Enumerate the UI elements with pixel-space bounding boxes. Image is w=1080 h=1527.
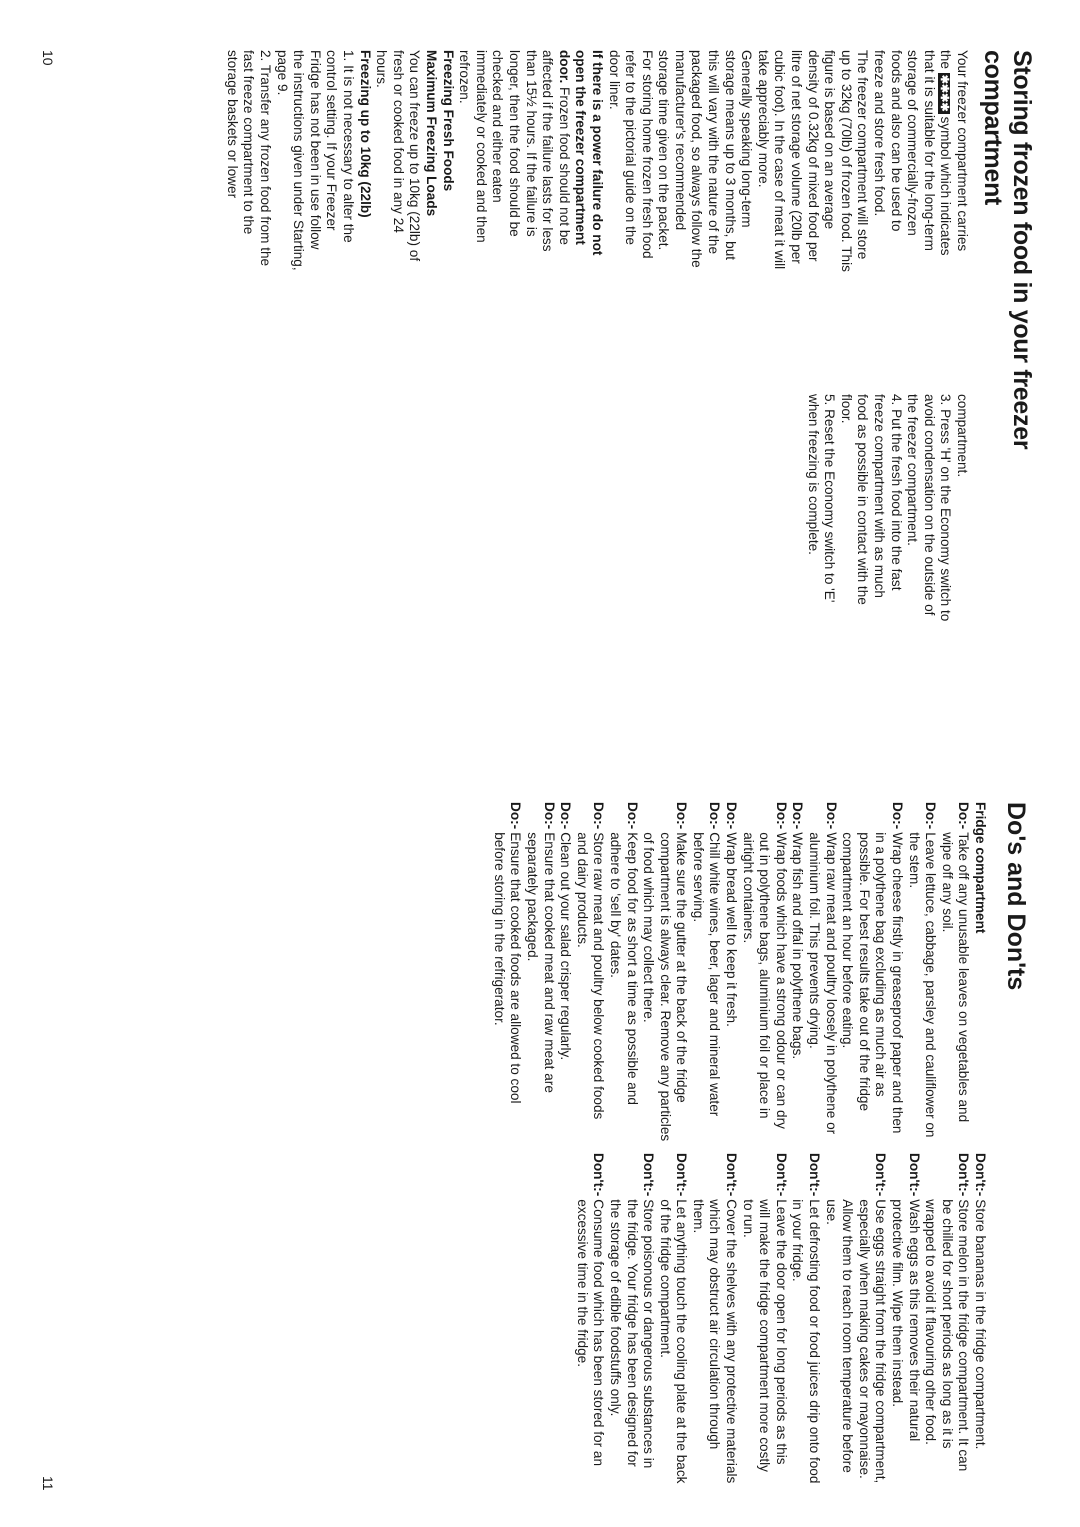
page-number-right: 11	[40, 1476, 56, 1491]
dos-item	[938, 802, 971, 1142]
dos-item	[606, 802, 639, 1142]
step-4: 4. Put the fresh food into the fast freeze compartment with as much food as possible in contact with the floor.	[838, 394, 904, 605]
dos-text: Keep food for as short a time as possible and adhere to 'sell by' dates.	[607, 832, 640, 1105]
donts-column	[573, 1153, 988, 1487]
step-2-continued: compartment.	[955, 394, 970, 478]
dos-text: Clean out your salad crisper regularly.	[558, 832, 574, 1061]
donts-text: Store bananas in the fridge compartment.	[973, 1199, 988, 1450]
left-column-1	[223, 50, 970, 272]
dos-key: Do:-	[823, 802, 839, 830]
dos-key: Do:-	[773, 802, 789, 830]
donts-key: Don't:-	[641, 1153, 657, 1197]
dos-text: Make sure the gutter at the back of the fridge compartment is always clear. Remove any particles of food which may collect there.	[641, 832, 690, 1142]
dos-key: Do:-	[674, 802, 690, 830]
dos-text: Ensure that cooked foods are allowed to cool before storing in the refrigerator.	[491, 832, 524, 1104]
donts-item	[739, 1153, 789, 1487]
dos-key: Do:-	[724, 802, 740, 830]
dos-text: Store raw meat and poultry below cooked foods and dairy products.	[574, 832, 607, 1120]
donts-item	[971, 1153, 988, 1487]
left-column-2	[804, 394, 970, 626]
donts-text: Cover the shelves with any protective materials which may obstruct air circulation through them.	[690, 1199, 740, 1484]
dos-item	[640, 802, 690, 1142]
dos-text: Wrap fish and offal in polythene bags.	[790, 832, 806, 1060]
power-failure-paragraph	[456, 50, 605, 272]
dos-key: Do:-	[923, 802, 939, 830]
fridge-compartment-heading: Fridge compartment	[973, 802, 988, 934]
dos-column	[490, 802, 988, 1142]
dos-item	[490, 802, 523, 1142]
max-loads-text: You can freeze up to 10kg (22lb) of fresh or cooked food in any 24 hours.	[374, 50, 423, 262]
dos-item	[689, 802, 722, 1142]
donts-text: Let defrosting food or food juices drip onto food in your fridge.	[790, 1199, 823, 1484]
donts-key: Don't:-	[973, 1153, 988, 1197]
donts-item	[656, 1153, 689, 1487]
dos-item	[573, 802, 606, 1142]
dos-key: Do:-	[558, 802, 574, 830]
donts-item	[689, 1153, 739, 1487]
dos-text: Wrap raw meat and poultry loosely in polythene or aluminium foil. This prevents drying.	[807, 832, 839, 1135]
dos-key: Do:-	[790, 802, 806, 830]
donts-key: Don't:-	[724, 1153, 740, 1197]
donts-text: Consume food which has been stored for an excessive time in the fridge.	[574, 1199, 607, 1467]
donts-text: Leave the door open for long periods as this will make the fridge compartment more costly to run.	[740, 1199, 789, 1472]
donts-item	[606, 1153, 656, 1487]
donts-list	[573, 1153, 988, 1487]
heading-max-loads: Maximum Freezing Loads	[424, 50, 439, 217]
donts-key: Don't:-	[674, 1153, 690, 1197]
heading-freezing-10kg: Freezing up to 10kg (22lb)	[357, 50, 373, 218]
intro-text: symbol which indicates that it is suitable for the long-term storage of commercially-frozen foods and also can be used to freeze and store fresh food.	[872, 50, 954, 256]
dos-key: Do:-	[956, 802, 972, 830]
donts-key: Don't:-	[906, 1153, 922, 1197]
long-term-paragraph: Generally speaking long-term storage means up to 3 months, but this will vary with the nature of the packaged food, so always follow the manufacturer's recommended storage time given on the packet. For storing home frozen fresh food refer to the pictorial guide on the door liner.	[606, 50, 755, 268]
step-2: 2. Transfer any frozen food from the fast freeze compartment to the storage baskets or lower	[224, 50, 274, 267]
dos-key: Do:-	[890, 802, 906, 830]
donts-text: Wash eggs as this removes their natural protective film. Wipe them instead.	[890, 1199, 922, 1442]
donts-item	[888, 1153, 921, 1487]
donts-item	[789, 1153, 822, 1487]
donts-item	[922, 1153, 972, 1487]
page-number-left: 10	[40, 50, 56, 66]
donts-text: Store melon in the fridge compartment. It can be chilled for short periods as long as it is wrapped to avoid it flavouring other food.	[923, 1199, 972, 1472]
dos-item	[839, 802, 905, 1142]
donts-text: Use eggs straight from the fridge compartment, especially when making cakes or mayonnaise. Allow them to reach room temperature before use.	[823, 1199, 889, 1484]
dos-text: Wrap bread well to keep it fresh.	[724, 832, 740, 1027]
left-page-title: Storing frozen food in your freezer compartment	[979, 50, 1036, 450]
dos-key: Do:-	[541, 802, 557, 830]
donts-key: Don't:-	[591, 1153, 607, 1197]
donts-key: Don't:-	[956, 1153, 972, 1197]
donts-item	[573, 1153, 606, 1487]
step-1: 1. It is not necessary to alter the control setting. If your Freezer Fridge has not been in use follow the instructions given under Starting, page 9.	[274, 50, 357, 271]
four-star-icon: ✱✱✱✱	[938, 74, 951, 112]
dos-text: Take off any unusable leaves on vegetables and wipe off any soil.	[939, 832, 972, 1123]
donts-key: Don't:-	[773, 1153, 789, 1197]
donts-item	[822, 1153, 888, 1487]
dos-text: Leave lettuce, cabbage, parsley and cauliflower on the stem.	[906, 832, 939, 1138]
dos-item	[805, 802, 838, 1142]
dos-item	[523, 802, 556, 1142]
intro-prefix: Your freezer compartment carries the	[938, 50, 970, 252]
step-3: 3. Press 'H' on the Economy switch to avoid condensation on the outside of the freezer compartment.	[905, 394, 954, 622]
storage-paragraph: The freezer compartment will store up to 32kg (70lb) of frozen food. This figure is based on an average density of 0.32kg of mixed food per litre of net storage volume (20lb per cubic foot). In the case of meat it will take appreciably more.	[755, 50, 871, 272]
dos-text: Ensure that cooked meat and raw meat are separately packaged.	[524, 832, 557, 1093]
dos-text: Wrap cheese firstly in greaseproof paper and then in a polythene bag excluding as much air as possible. For best results take out of the fridge compartment an hour before eating.	[840, 832, 906, 1134]
dos-text: Chill white wines, beer, lager and mineral water before serving.	[690, 832, 723, 1117]
donts-key: Don't:-	[807, 1153, 823, 1197]
donts-text: Let anything touch the cooling plate at the back of the fridge compartment.	[657, 1199, 690, 1484]
dos-key: Do:-	[591, 802, 607, 830]
dos-text: Wrap foods which have a strong odour or can dry out in polythene bags, aluminium foil or place in airtight containers.	[740, 832, 789, 1129]
step-5: 5. Reset the Economy switch to 'E' when freezing is complete.	[805, 394, 838, 603]
donts-key: Don't:-	[873, 1153, 889, 1197]
heading-freezing-fresh: Freezing Fresh Foods	[440, 50, 456, 192]
power-failure-warning: If there is a power failure do not open the freezer compartment door.	[556, 50, 605, 256]
donts-text: Store poisonous or dangerous substances in the fridge. Your fridge has been designed for the storage of edible foodstuffs only.	[607, 1199, 657, 1469]
dos-key: Do:-	[707, 802, 723, 830]
dos-list	[490, 802, 971, 1142]
dos-item	[723, 802, 740, 1142]
intro-paragraph	[870, 50, 970, 272]
dos-key: Do:-	[624, 802, 640, 830]
right-page-title: Do's and Don'ts	[1002, 802, 1030, 991]
power-failure-text: Frozen food should not be affected if the failure lasts for less than 15½ hours. If the failure is longer, then the food should be checked and either eaten immediately or cooked and then refrozen.	[457, 50, 572, 252]
dos-key: Do:-	[508, 802, 524, 830]
dos-item	[789, 802, 806, 1142]
dos-item	[905, 802, 938, 1142]
dos-item	[557, 802, 574, 1142]
dos-item	[739, 802, 789, 1142]
